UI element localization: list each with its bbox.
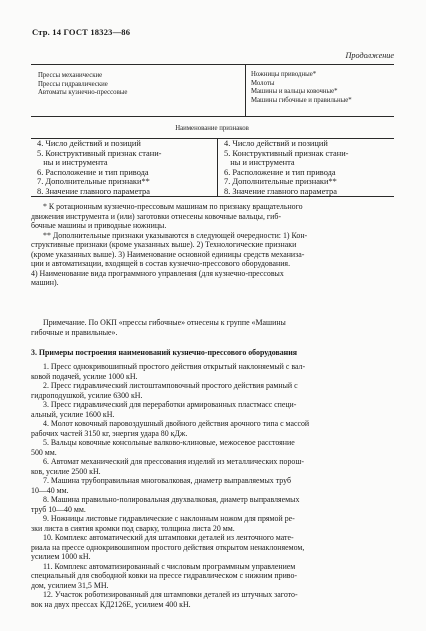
footnote-line: движения инструмента и (или) заготовки отнесены ковочные вальцы, гиб- (31, 211, 281, 221)
table-item: 8. Значение главного параметра (224, 186, 337, 196)
example-line: 9. Ножницы листовые гидравлические с наклонным ножом для прямой ре- (43, 514, 295, 523)
footnote-line: структивные признаки (кроме указанных выше). 2) Технологические признаки (31, 240, 297, 249)
table-header-divider (245, 64, 246, 116)
table-item: 7. Дополнительные признаки** (224, 177, 337, 187)
table-header-line: Молоты (251, 79, 275, 87)
table-left-items (37, 139, 161, 197)
example-line: 1. Пресс однокривошипный простого действия открытый наклоняемый с вал- (43, 362, 306, 371)
example-line: ковой подачей, усилие 1000 кН. (31, 371, 138, 381)
table-item: 4. Число действий и позиций (37, 139, 141, 148)
example-line: 5. Вальцы ковочные консольные валково-клиновые, межосевое расстояние (43, 438, 295, 447)
note-line: Примечание. По ОКП «прессы гибочные» отнесены к группе «Машины (43, 318, 286, 327)
table-item: 6. Расположение и тип привода (37, 167, 149, 177)
example-line: ков, усилие 2500 кН. (31, 466, 101, 476)
example-line: альный, усилие 1600 кН. (31, 409, 115, 419)
table-item: ны и инструмента (224, 158, 295, 168)
note (31, 318, 395, 337)
example-line: труб 10—40 мм. (31, 504, 86, 514)
example-line: зки листа в сиятия кромки под сварку, толщина листа 20 мм. (31, 523, 235, 533)
continuation-label: Продолжение (345, 51, 394, 60)
example-line: 12. Участок роботизированный для штамповки деталей из штучных загото- (43, 590, 298, 599)
example-line: 2. Пресс гидравлический листоштамповочный простого действия рамный с (43, 381, 298, 390)
table-header-line: Прессы гидравлические (38, 80, 108, 88)
example-line: 8. Машина правильно-полировальная двухвалковая, диаметр выправляемых (43, 495, 300, 504)
table-header-line: Прессы механические (38, 72, 103, 79)
example-line: 500 мм. (31, 447, 57, 457)
page-header: Стр. 14 ГОСТ 18323—86 (32, 27, 131, 37)
table-item: 4. Число действий и позиций (224, 139, 328, 148)
table-header-line: Машины и вальцы ковочные* (251, 88, 338, 95)
footnote-line: 4) Наименование вида программного управления (для кузнечно-прессовых (31, 268, 284, 278)
table-body-divider (217, 138, 218, 196)
table-top-rule (31, 64, 394, 65)
table-caption: Наименование признаков (175, 125, 249, 132)
example-line: рабочих частей 3150 кг, энергия удара 80 кДж. (31, 428, 188, 438)
example-line: 4. Молот ковочный паровоздушный двойного действия арочного типа с массой (43, 419, 310, 428)
table-right-items (224, 139, 348, 197)
table-item: 6. Расположение и тип привода (224, 167, 336, 177)
example-line: 3. Пресс гидравлический для переработки армированных пластмасс специ- (43, 400, 297, 409)
footnotes (31, 202, 395, 288)
footnote-line: бочные машины и приводные ножницы. (31, 221, 167, 230)
footnote-line: (кроме указанных выше). 3) Наименование основной единицы средств механиза- (31, 249, 305, 259)
footnote-line: машин). (31, 278, 59, 287)
example-line: 6. Автомат механический для прессования изделий из металлических порош- (43, 457, 305, 466)
table-item: 5. Конструктивный признак стани- (37, 148, 162, 158)
footnote-line: ции и автоматизации, входящей в состав кузнечно-прессового оборудования. (31, 259, 291, 268)
example-line: вок на двух прессах КД2126Е, усилием 400 кН. (31, 599, 191, 609)
table-item: 7. Дополнительные признаки** (37, 177, 150, 187)
table-left-header (38, 72, 127, 98)
footnote-line: ** Дополнительные признаки указываются в следующей очередности: 1) Кон- (43, 230, 308, 240)
table-header-line: Машины гибочные и правильные* (251, 96, 352, 104)
table-right-header (251, 71, 352, 105)
table-item: 5. Конструктивный признак стани- (224, 148, 349, 158)
example-line: 10. Комплекс автоматический для штамповки деталей из ленточного мате- (43, 533, 294, 542)
table-item: ны и инструмента (37, 158, 108, 168)
example-line: 11. Комплекс автоматизированный с числовым программным управлением (43, 561, 296, 571)
footnote-line: * К ротационным кузнечно-прессовым машинам по признаку вращательного (43, 202, 303, 211)
example-line: гидроподушкой, усилие 6300 кН. (31, 390, 143, 400)
example-line: специальный для свободной ковки на прессе гидравлическом с нижним приво- (31, 571, 298, 580)
example-line: 10—40 мм. (31, 485, 69, 495)
example-line: усилием 1000 кН. (31, 552, 91, 561)
example-line: 7. Машина трубоправильная многовалковая, диаметр выправляемых труб (43, 476, 291, 485)
example-line: риала на прессе однокривошипном простого действия открытом ненаклоняемом, (31, 542, 305, 552)
table-header-rule (31, 116, 394, 117)
table-header-line: Автоматы кузнечно-прессовые (38, 89, 128, 96)
table-header-line: Ножницы приводные* (251, 71, 317, 78)
table-item: 8. Значение главного параметра (37, 186, 150, 196)
note-line: гибочные и правильные». (31, 327, 118, 337)
section-title: 3. Примеры построения наименований кузнечно-прессового оборудования (31, 348, 298, 357)
example-line: дом, усилием 31,5 МН. (31, 580, 109, 590)
examples-list (31, 362, 395, 609)
